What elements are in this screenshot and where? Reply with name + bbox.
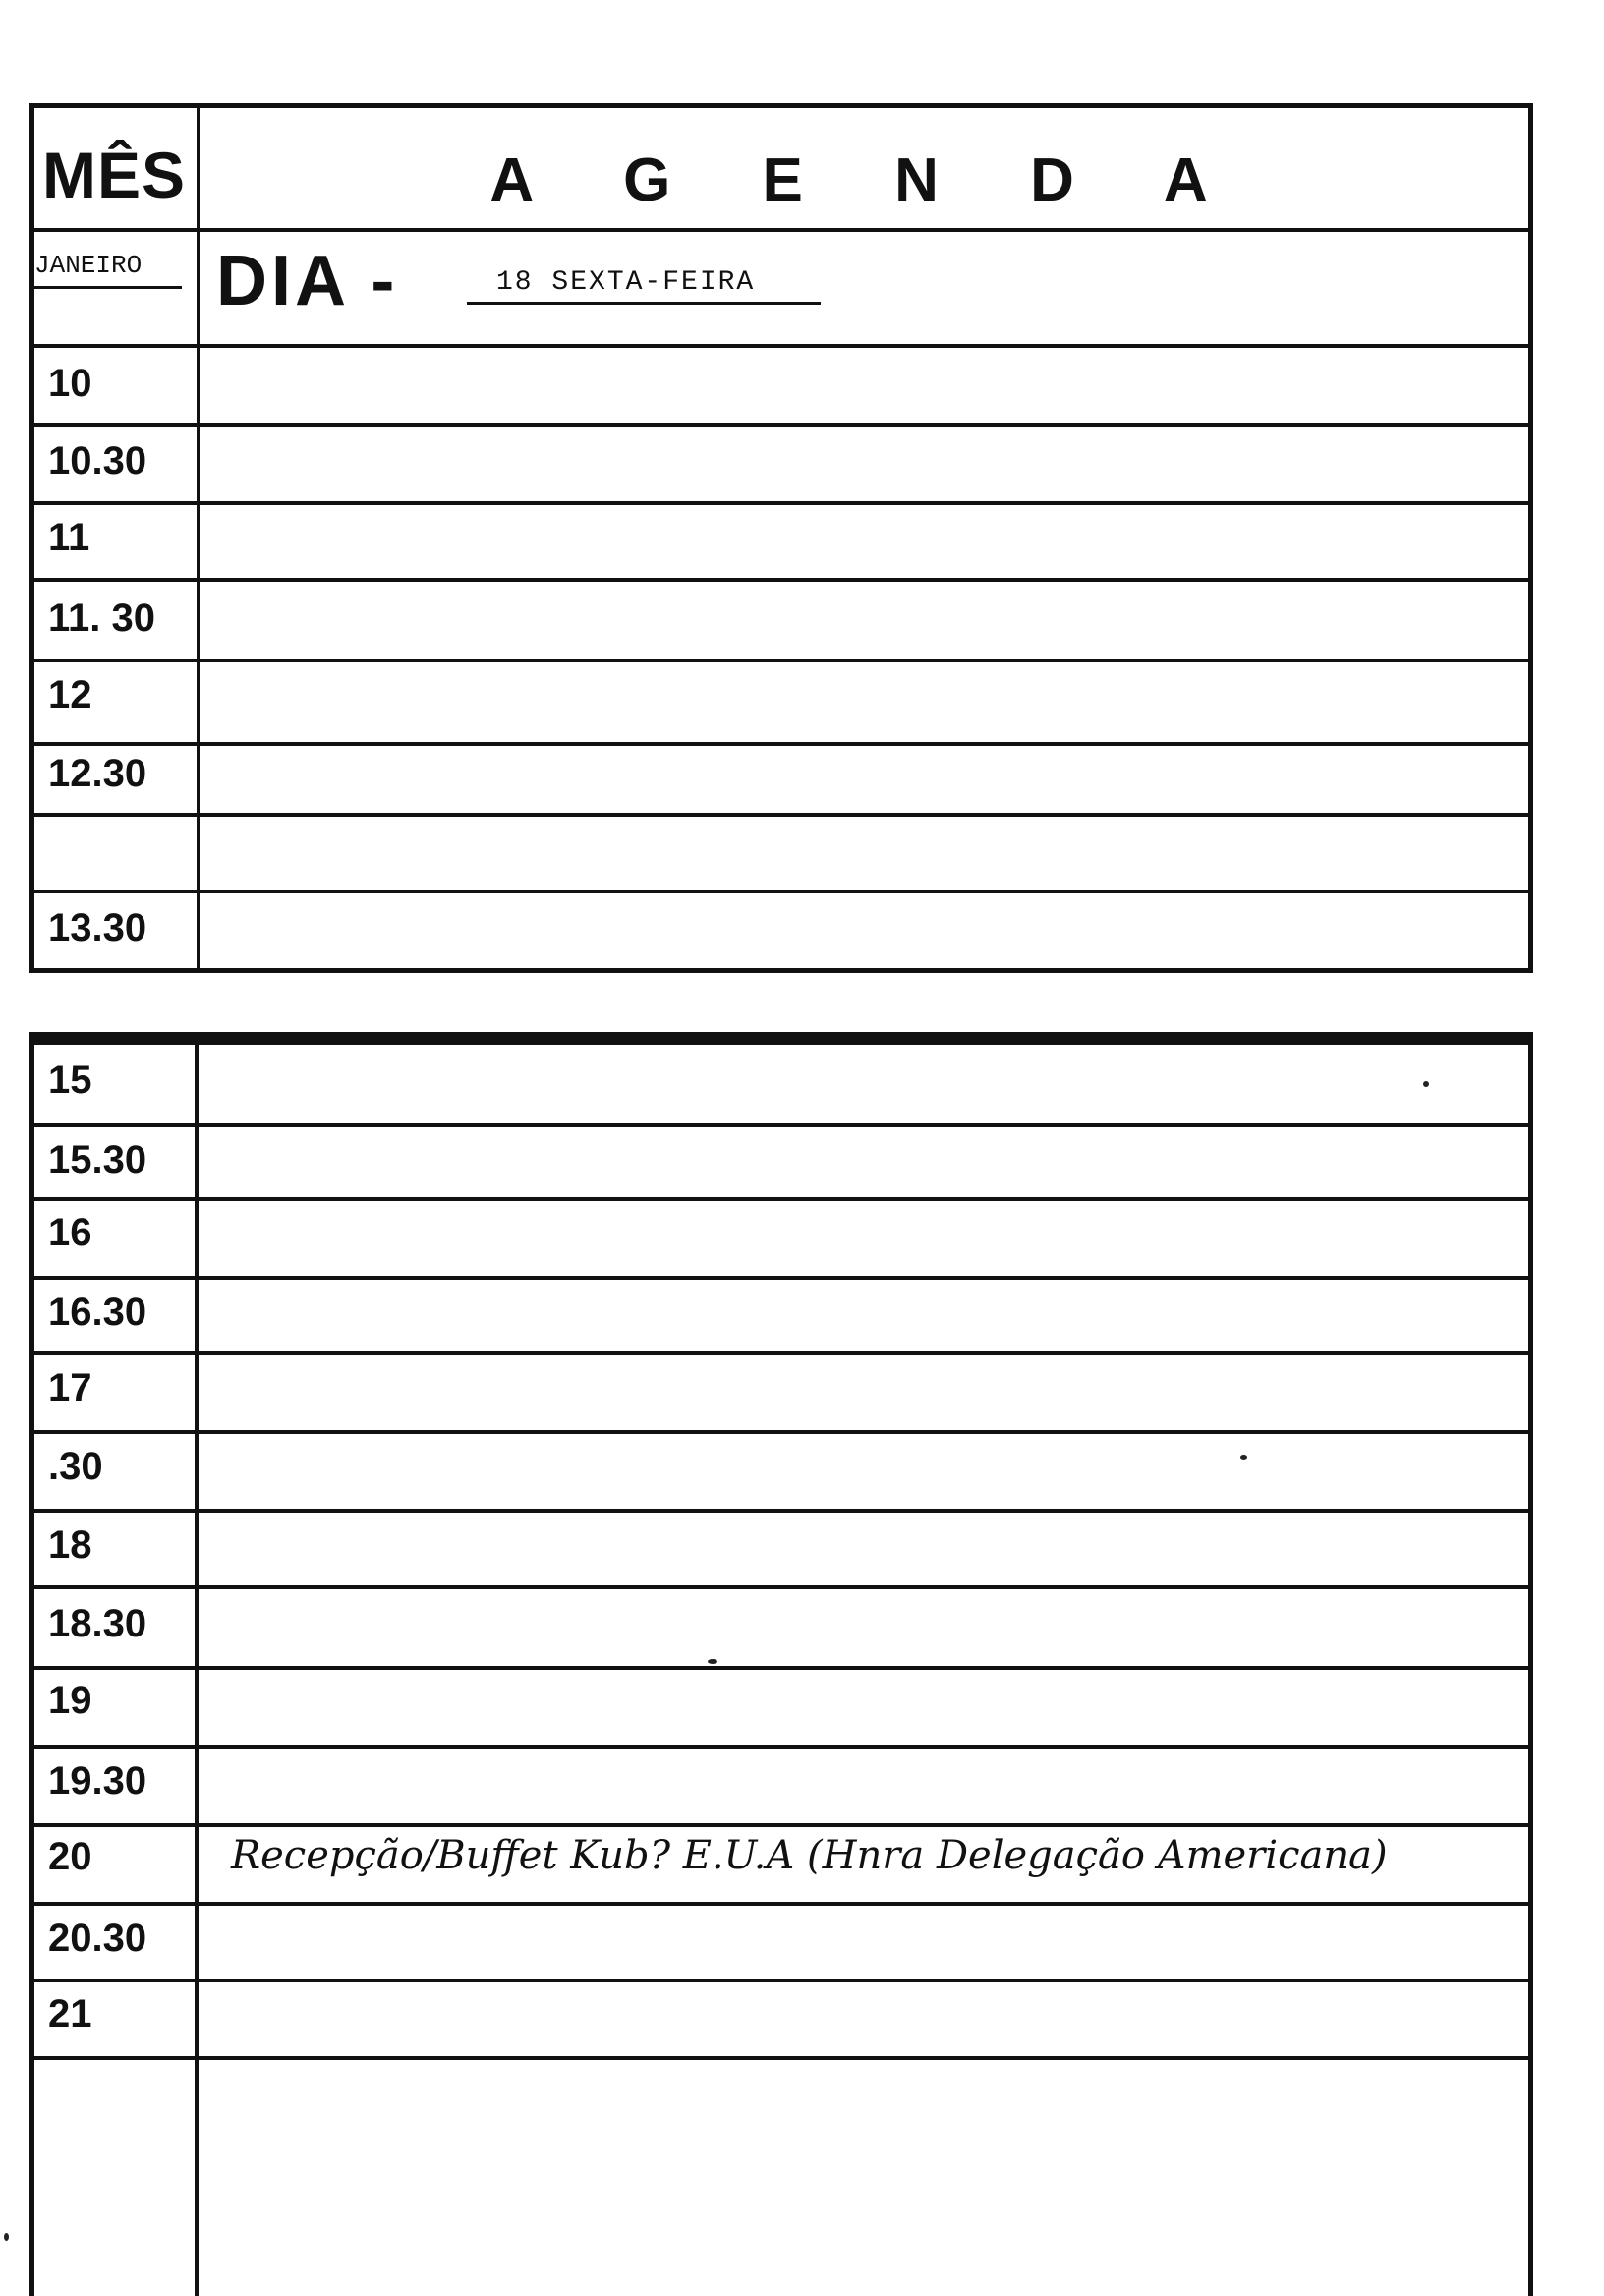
scan-speck — [1423, 1081, 1429, 1087]
row-divider — [34, 813, 1528, 817]
scan-speck — [1240, 1455, 1247, 1460]
time-slot-label: 21 — [48, 1992, 92, 2036]
table-top-border — [34, 1037, 1528, 1045]
time-slot-label: 16 — [48, 1211, 92, 1254]
header-divider — [34, 228, 1528, 232]
page-title: A G E N D A — [489, 146, 1245, 214]
day-label: DIA - — [216, 242, 399, 320]
row-divider — [34, 1979, 1528, 1982]
time-slot-label: 19 — [48, 1679, 92, 1722]
time-slot-label: 19.30 — [48, 1759, 147, 1803]
time-slot-label: 18 — [48, 1523, 92, 1567]
row-divider — [34, 1509, 1528, 1513]
time-slot-label: 18.30 — [48, 1602, 147, 1645]
time-slot-label: 15.30 — [48, 1138, 147, 1181]
day-value: 18 SEXTA-FEIRA — [467, 267, 821, 305]
time-slot-label: 11 — [48, 516, 90, 559]
row-divider — [34, 1276, 1528, 1280]
month-value: JANEIRO — [34, 251, 182, 289]
row-divider — [34, 1123, 1528, 1127]
row-divider — [34, 1666, 1528, 1670]
row-divider — [34, 1823, 1528, 1827]
time-slot-label: 16.30 — [48, 1291, 147, 1334]
row-divider — [34, 1585, 1528, 1589]
time-slot-label: 20 — [48, 1835, 92, 1878]
row-divider — [34, 423, 1528, 427]
row-divider — [34, 578, 1528, 582]
time-slot-label: 20.30 — [48, 1917, 147, 1960]
time-slot-label: 15 — [48, 1059, 92, 1102]
row-divider — [34, 890, 1528, 893]
row-divider — [34, 344, 1528, 348]
row-divider — [34, 1902, 1528, 1906]
handwritten-entry: Recepção/Buffet Kub? E.U.A (Hnra Delegação Americana) — [231, 1833, 1388, 1878]
row-divider — [34, 1351, 1528, 1355]
time-column-divider — [197, 108, 200, 968]
row-divider — [34, 501, 1528, 505]
row-divider — [34, 2056, 1528, 2060]
row-divider — [34, 659, 1528, 662]
row-divider — [34, 742, 1528, 746]
time-slot-label: 12 — [48, 673, 92, 717]
time-slot-label: 10 — [48, 362, 92, 405]
time-slot-label: 12.30 — [48, 752, 147, 795]
agenda-header-table — [29, 103, 1533, 973]
time-slot-label: 10.30 — [48, 439, 147, 483]
time-slot-label: 13.30 — [48, 906, 147, 949]
afternoon-schedule-table — [29, 1032, 1533, 2296]
row-divider — [34, 1430, 1528, 1434]
time-slot-label: 17 — [48, 1366, 92, 1409]
row-divider — [34, 1745, 1528, 1749]
month-column-label: MÊS — [42, 139, 187, 211]
scan-speck — [708, 1659, 717, 1664]
row-divider — [34, 1197, 1528, 1201]
time-slot-label: .30 — [48, 1445, 103, 1488]
time-slot-label: 11. 30 — [48, 597, 156, 640]
scan-speck — [4, 2233, 9, 2241]
